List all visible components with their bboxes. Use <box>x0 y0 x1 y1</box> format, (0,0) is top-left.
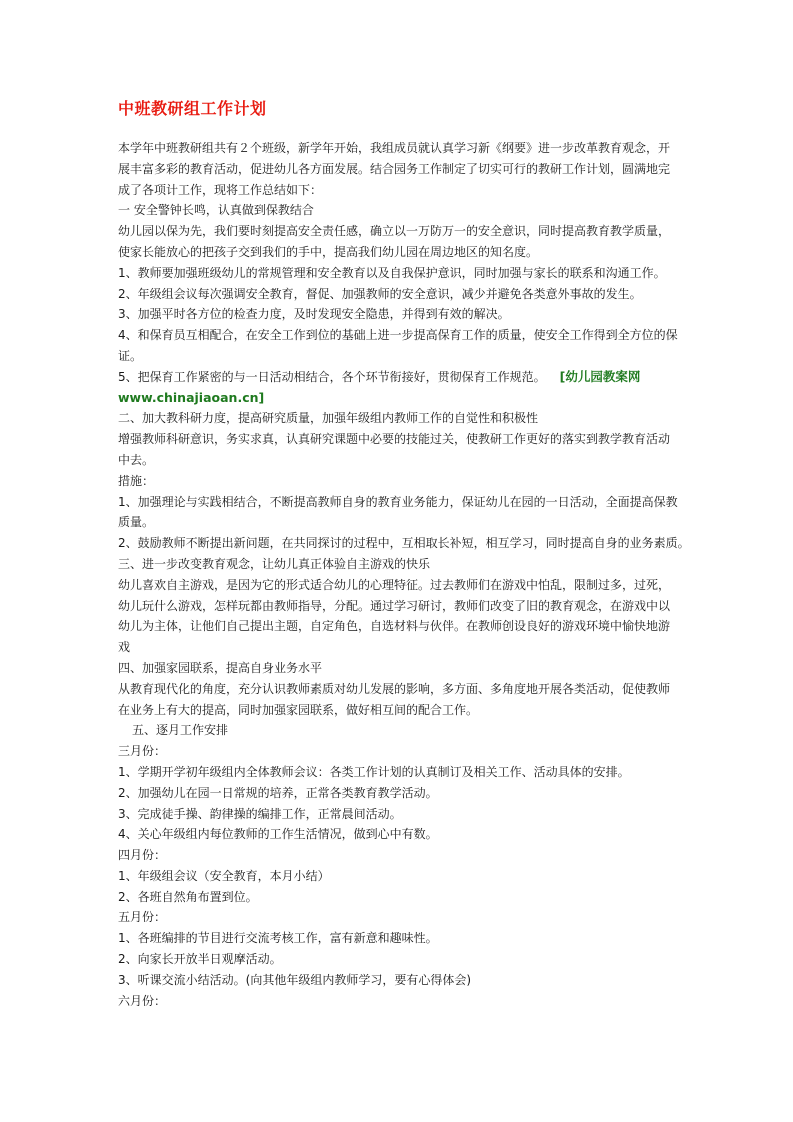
paragraph-line: 质量。 <box>118 515 155 530</box>
list-item: 1、各班编排的节目进行交流考核工作，富有新意和趣味性。 <box>118 931 438 946</box>
list-item: 1、年级组会议（安全教育，本月小结） <box>118 868 330 883</box>
paragraph-line: 从教育现代化的角度，充分认识教师素质对幼儿发展的影响，多方面、多角度地开展各类活动，促使教师 <box>118 681 671 696</box>
list-item: 1、教师要加强班级幼儿的常规管理和安全教育以及自我保护意识，同时加强与家长的联系和沟通工作。 <box>118 265 666 280</box>
paragraph-line: 戏 <box>118 640 131 655</box>
list-item: 1、加强理论与实践相结合，不断提高教师自身的教育业务能力，保证幼儿在园的一日活动，全面提高保教 <box>118 494 678 509</box>
month-heading: 五月份： <box>118 910 167 925</box>
list-item-with-link <box>118 367 678 388</box>
paragraph-line: 在业务上有大的提高，同时加强家园联系，做好相互间的配合工作。 <box>118 702 479 717</box>
paragraph-line: 展丰富多彩的教育活动，促进幼儿各方面发展。结合园务工作制定了切实可行的教研工作计划，圆满地完 <box>118 161 671 176</box>
paragraph-line: 增强教师科研意识，务实求真，认真研究课题中必要的技能过关，使教研工作更好的落实到教学教育活动 <box>118 432 671 447</box>
section-heading: 二、加大教科研力度，提高研究质量，加强年级组内教师工作的自觉性和积极性 <box>118 411 539 426</box>
paragraph-line: 本学年中班教研组共有２个班级，新学年开始，我组成员就认真学习新《纲要》进一步改革教育观念，开 <box>118 141 671 155</box>
site-link-part1[interactable]: [幼儿园教案网 <box>559 368 641 384</box>
site-link-line <box>118 388 678 409</box>
paragraph-line: 幼儿喜欢自主游戏，是因为它的形式适合幼儿的心理特征。过去教师们在游戏中怕乱，限制过多，过死， <box>118 577 671 592</box>
page-title: 中班教研组工作计划 <box>118 99 267 118</box>
month-heading: 三月份： <box>118 744 167 759</box>
list-item: 1、学期开学初年级组内全体教师会议：各类工作计划的认真制订及相关工作、活动具体的安排。 <box>118 764 630 779</box>
section-heading: 四、加强家园联系，提高自身业务水平 <box>118 660 323 675</box>
paragraph-line: 幼儿园以保为先，我们要时刻提高安全责任感，确立以一万防万一的安全意识，同时提高教育教学质量， <box>118 224 671 239</box>
paragraph-line: 证。 <box>118 348 143 363</box>
list-item: 3、听课交流小结活动。(向其他年级组内教师学习，要有心得体会) <box>118 972 472 987</box>
site-link-part2[interactable]: www.chinajiaoan.cn] <box>118 389 265 405</box>
list-item: 3、加强平时各方位的检查力度，及时发现安全隐患，并得到有效的解决。 <box>118 307 510 322</box>
paragraph-line: 幼儿玩什么游戏，怎样玩都由教师指导，分配。通过学习研讨，教师们改变了旧的教育观念，在游戏中以 <box>118 598 671 613</box>
list-item: 2、鼓励教师不断提出新问题，在共同探讨的过程中，互相取长补短，相互学习，同时提高自身的业务素质。 <box>118 536 690 551</box>
document-body <box>118 138 690 1011</box>
list-item: 4、关心年级组内每位教师的工作生活情况，做到心中有数。 <box>118 827 438 842</box>
month-heading: 四月份： <box>118 848 167 863</box>
list-item: 4、和保育员互相配合，在安全工作到位的基础上进一步提高保育工作的质量，使安全工作得到全方位的保 <box>118 328 678 343</box>
list-item: 2、加强幼儿在园一日常规的培养，正常各类教育教学活动。 <box>118 785 438 800</box>
section-heading: 五、逐月工作安排 <box>132 723 229 738</box>
section-heading: 一 安全警钟长鸣，认真做到保教结合 <box>118 203 314 218</box>
list-item: 2、向家长开放半日观摩活动。 <box>118 952 282 967</box>
list-item: 3、完成徒手操、韵律操的编排工作，正常晨间活动。 <box>118 806 402 821</box>
list-item-text: 5、把保育工作紧密的与一日活动相结合，各个环节衔接好，贯彻保育工作规范。 <box>118 369 546 384</box>
subheading: 措施： <box>118 473 155 488</box>
paragraph-line: 幼儿为主体，让他们自己提出主题，自定角色，自选材料与伙伴。在教师创设良好的游戏环境中愉快地游 <box>118 619 671 634</box>
paragraph-line: 成了各项计工作，现将工作总结如下： <box>118 182 323 197</box>
paragraph-line: 中去。 <box>118 452 155 467</box>
list-item: 2、各班自然角布置到位。 <box>118 889 258 904</box>
month-heading: 六月份： <box>118 993 167 1008</box>
section-heading: 三、进一步改变教育观念，让幼儿真正体验自主游戏的快乐 <box>118 556 431 571</box>
list-item: 2、年级组会议每次强调安全教育，督促、加强教师的安全意识，减少并避免各类意外事故的发生。 <box>118 286 642 301</box>
paragraph-line: 使家长能放心的把孩子交到我们的手中，提高我们幼儿园在周边地区的知名度。 <box>118 244 539 259</box>
